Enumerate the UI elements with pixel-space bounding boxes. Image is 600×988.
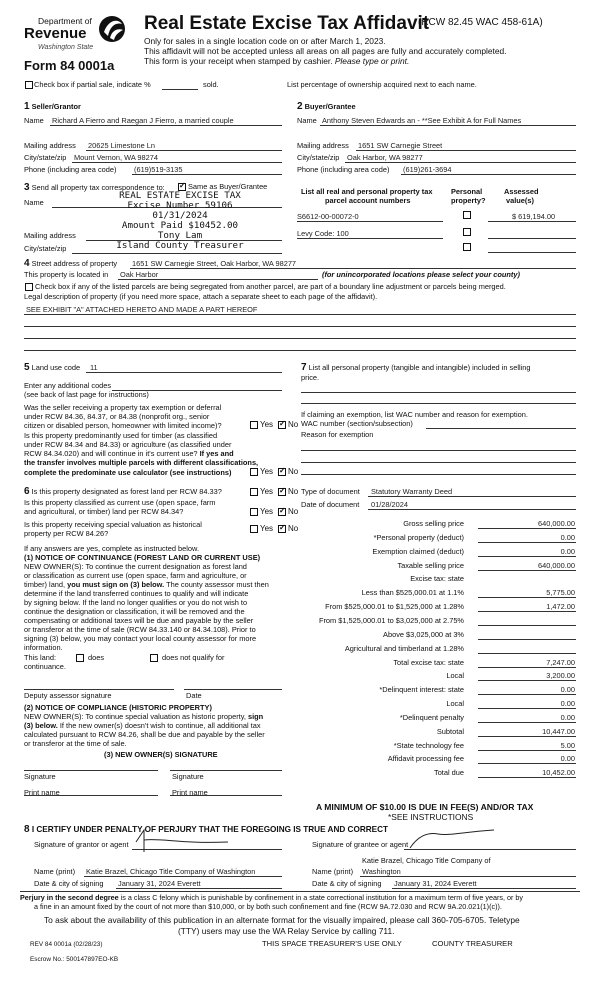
notice-continuance-7: compensating or additional taxes will be due and payable by the seller: [24, 616, 254, 625]
buyer-phone-label: Phone (including area code): [297, 165, 390, 174]
assessed-line-1: [488, 221, 576, 222]
q-historic-no-checkbox[interactable]: [278, 525, 286, 533]
doc-date-value[interactable]: 01/28/2024: [371, 500, 408, 509]
q-current-use-no-checkbox[interactable]: [278, 508, 286, 516]
q-exemption-yes-label: Yes: [260, 420, 274, 429]
ownership-note: List percentage of ownership acquired next to each name.: [287, 80, 477, 89]
seller-phone-label: Phone (including area code): [24, 165, 117, 174]
logo-state-text: Washington State: [38, 44, 94, 51]
q-exemption-no-label: No: [288, 420, 299, 429]
tax-row-line: [478, 750, 576, 751]
tax-row-line: [478, 639, 576, 640]
buyer-mail-label: Mailing address: [297, 141, 349, 150]
wa-swoosh-icon: [98, 14, 126, 44]
located-in-label: This property is located in: [24, 270, 109, 279]
tax-row-line: [478, 556, 576, 557]
tax-row-line: [478, 597, 576, 598]
q-current-use-1: Is this property classified as current use (open space, farm: [24, 498, 216, 507]
tax-row-line: [478, 708, 576, 709]
seller-name-label: Name: [24, 116, 44, 125]
notice-compliance-heading: (2) NOTICE OF COMPLIANCE (HISTORIC PROPERTY): [24, 703, 212, 712]
form-rcw: (RCW 82.45 WAC 458-61A): [418, 17, 543, 28]
seller-heading: 1 Seller/Grantor: [24, 101, 81, 112]
notice-continuance-5: by signing below. If the land no longer qualifies or you do not wish to: [24, 598, 248, 607]
land-use-label: 5 Land use code: [24, 362, 81, 373]
seller-phone-value[interactable]: (619)519-3135: [134, 165, 183, 174]
land-does-not-checkbox[interactable]: [150, 654, 158, 662]
wac-number-line[interactable]: [426, 428, 576, 429]
escrow-number: Escrow No.: 500147897EO-KB: [30, 956, 119, 963]
notice-continuance-9: signing (3) below, you may contact your local county assessor for more: [24, 634, 257, 643]
tax-row-line: [478, 625, 576, 626]
seller-city-value[interactable]: Mount Vernon, WA 98274: [74, 153, 158, 162]
tax-row-label: From $525,000.01 to $1,525,000 at 1.28%: [325, 602, 464, 611]
tax-row-value[interactable]: 10,452.00: [542, 768, 575, 777]
exemption-reason-line-2[interactable]: [301, 462, 576, 463]
segregated-label: Check box if any of the listed parcels are being segregated from another parcel, are part of a boundary line adjustment or parcels being merged.: [35, 282, 506, 291]
tax-row-value[interactable]: 0.00: [560, 685, 575, 694]
q-timber-1: Is this property predominantly used for timber (as classified: [24, 431, 218, 440]
grantor-signature-mark: [132, 826, 232, 854]
exemption-reason-line-3[interactable]: [301, 474, 576, 475]
see-instructions-note: *SEE INSTRUCTIONS: [388, 812, 474, 822]
notice-continuance-6: continue the designation or classification, it will be removed and the: [24, 607, 245, 616]
buyer-city-line: [345, 162, 576, 163]
street-address-value[interactable]: 1651 SW Carnegie Street, Oak Harbor, WA 98277: [132, 259, 297, 268]
tax-row-label: Less than $525,000.01 at 1.1%: [361, 588, 464, 597]
parcel-line-1: [297, 221, 443, 222]
notice-continuance-3: timber) land, you must sign on (3) below. The county assessor must then: [24, 580, 269, 589]
header-line-3: This form is your receipt when stamped by cashier. Please type or print.: [144, 56, 410, 66]
segregated-checkbox[interactable]: [25, 283, 33, 291]
stamp-line-4: Amount Paid $10452.00: [121, 219, 239, 231]
grantor-date-value[interactable]: January 31, 2024 Everett: [118, 879, 201, 888]
q-current-use-no-label: No: [288, 507, 299, 516]
q-current-use-yes-label: Yes: [260, 507, 274, 516]
owner-signature-label-2: Signature: [172, 772, 204, 781]
seller-city-label: City/state/zip: [24, 153, 67, 162]
tax-row-line: [478, 694, 576, 695]
partial-sold-label: sold.: [203, 80, 219, 89]
q-historic-1: Is this property receiving special valuation as historical: [24, 520, 202, 529]
grantor-name-value[interactable]: Katie Brazel, Chicago Title Company of Washington: [86, 867, 256, 876]
q-historic-yes-checkbox[interactable]: [250, 525, 258, 533]
q-current-use-2: and agricultural, or timber) land per RCW 84.34?: [24, 507, 184, 516]
buyer-mail-value[interactable]: 1651 SW Carnegie Street: [358, 141, 443, 150]
seller-city-line: [72, 162, 282, 163]
tax-row-label: Total due: [434, 768, 464, 777]
new-owner-signature-heading: (3) NEW OWNER(S) SIGNATURE: [104, 750, 218, 759]
treasurer-use-label: THIS SPACE TREASURER'S USE ONLY: [262, 939, 402, 948]
q-historic-no-label: No: [288, 524, 299, 533]
land-does-not-label: does not qualify for: [162, 653, 225, 662]
q-forest-yes-checkbox[interactable]: [250, 488, 258, 496]
q-timber-no-label: No: [288, 467, 299, 476]
tax-row-label: *Delinquent interest: state: [379, 685, 464, 694]
s3-city-line[interactable]: [72, 253, 282, 254]
tax-row-label: Total excise tax: state: [393, 658, 464, 667]
notice-continuance-4: determine if the land transferred continues to qualify and will indicate: [24, 589, 249, 598]
notice-continuance-1: NEW OWNER(S): To continue the current designation as forest land: [24, 562, 247, 571]
notice-continuance-8: or transferor at the time of sale (RCW 84.33.140 or 84.34.108). Prior to: [24, 625, 256, 634]
land-does-checkbox[interactable]: [76, 654, 84, 662]
s3-mail-label: Mailing address: [24, 231, 76, 240]
personal-property-line-1[interactable]: [301, 392, 576, 393]
partial-sale-checkbox[interactable]: [25, 81, 33, 89]
tax-row-value[interactable]: 1,472.00: [546, 602, 575, 611]
q-timber-4: the transfer involves multiple parcels with different classifications,: [24, 458, 259, 467]
grantor-name-label: Name (print): [34, 867, 76, 876]
buyer-mail-line: [356, 150, 576, 151]
notice-continuance-10: information.: [24, 643, 63, 652]
same-as-buyer-label: Same as Buyer/Grantee: [188, 182, 268, 191]
certify-heading: 8 I CERTIFY UNDER PENALTY OF PERJURY THAT THE FOREGOING IS TRUE AND CORRECT: [24, 824, 389, 835]
tax-row-line: [478, 653, 576, 654]
notice-compliance-1: NEW OWNER(S): To continue special valuation as historic property, sign: [24, 712, 264, 721]
tax-row-value[interactable]: 640,000.00: [538, 561, 575, 570]
doc-type-line: [368, 496, 576, 497]
tax-row-label: Local: [446, 699, 464, 708]
seller-name-value[interactable]: Richard A Fierro and Raegan J Fierro, a married couple: [52, 116, 234, 125]
notice-compliance-4: or transferor at the time of sale.: [24, 739, 127, 748]
tax-row-label: From $1,525,000.01 to $3,025,000 at 2.75%: [318, 616, 464, 625]
tax-row-line: [478, 611, 576, 612]
buyer-name-line: [320, 125, 576, 126]
logo-dept-text: Department of: [38, 16, 92, 26]
tax-row-value[interactable]: 7,247.00: [546, 658, 575, 667]
tax-row-line: [478, 528, 576, 529]
perjury-line-2: a fine in an amount fixed by the court of not more than $10,000, or by both such confinement and fine (RCW 9A.72.030 and RCW 9A.20.021(1)(c)).: [34, 902, 502, 911]
grantee-date-label: Date & city of signing: [312, 879, 382, 888]
legal-line-1: [24, 314, 576, 315]
q-forest-no-label: No: [288, 487, 299, 496]
personal-property-label: 7 List all personal property (tangible and intangible) included in selling: [301, 362, 531, 373]
buyer-phone-value[interactable]: (619)261-3694: [403, 165, 452, 174]
alt-format-line-2: (TTY) users may use the WA Relay Service by calling 711.: [178, 926, 395, 936]
buyer-heading: 2 Buyer/Grantee: [297, 101, 356, 112]
notice-compliance-2: (3) below. If the new owner(s) doesn't wish to continue, all additional tax: [24, 721, 261, 730]
grantee-date-value[interactable]: January 31, 2024 Everett: [394, 879, 477, 888]
legal-line-2: [24, 326, 576, 327]
tax-row-value[interactable]: 640,000.00: [538, 519, 575, 528]
tax-row-label: *Delinquent penalty: [399, 713, 464, 722]
q-historic-yes-label: Yes: [260, 524, 274, 533]
form-number: Form 84 0001a: [24, 58, 115, 73]
personal-property-label-2: price.: [301, 373, 320, 382]
land-use-line: [86, 372, 282, 373]
personal-checkbox-2[interactable]: [463, 228, 471, 236]
tax-row-line: [478, 570, 576, 571]
personal-checkbox-1[interactable]: [463, 211, 471, 219]
deputy-signature-line[interactable]: [24, 689, 174, 690]
tax-row-value[interactable]: 0.00: [560, 699, 575, 708]
notice-compliance-3: calculated pursuant to RCW 84.26, shall be due and payable by the seller: [24, 730, 265, 739]
land-does-label: does: [88, 653, 105, 662]
exemption-label: If claiming an exemption, list WAC number and reason for exemption.: [301, 410, 528, 419]
q-forest-no-checkbox[interactable]: [278, 488, 286, 496]
s3-name-label: Name: [24, 198, 44, 207]
continuance-label: continuance.: [24, 662, 66, 671]
tax-row-label: Agricultural and timberland at 1.28%: [344, 644, 464, 653]
assessed-header-2: value(s): [506, 196, 534, 205]
q-exemption-no-checkbox[interactable]: [278, 421, 286, 429]
tax-row-label: *Personal property (deduct): [373, 533, 464, 542]
tax-row-value[interactable]: 0.00: [560, 713, 575, 722]
alt-format-line-1: To ask about the availability of this publication in an alternate format for the visually impaired, please call 360-705-6705. Teletype: [44, 915, 520, 925]
q-exemption-yes-checkbox[interactable]: [250, 421, 258, 429]
tax-row-value[interactable]: 5.00: [560, 741, 575, 750]
stamp-line-6: Island County Treasurer: [116, 239, 244, 251]
tax-row-label: Gross selling price: [403, 519, 464, 528]
tax-row-label: Exemption claimed (deduct): [372, 547, 464, 556]
grantee-signature-label: Signature of grantee or agent: [312, 840, 409, 849]
q-historic-2: property per RCW 84.26?: [24, 529, 109, 538]
q-exemption-1: Was the seller receiving a property tax exemption or deferral: [24, 403, 222, 412]
header-line-2: This affidavit will not be accepted unless all areas on all pages are fully and accurately completed.: [144, 46, 507, 56]
this-land-label: This land:: [24, 653, 57, 662]
any-yes-note: If any answers are yes, complete as instructed below.: [24, 544, 199, 553]
notice-continuance-2: or classification as current use (open space, farm and agriculture, or: [24, 571, 247, 580]
tax-row-value[interactable]: 0.00: [560, 533, 575, 542]
q-timber-yes-checkbox[interactable]: [250, 468, 258, 476]
doc-type-label: Type of document: [301, 487, 360, 496]
deputy-date-line[interactable]: [184, 689, 282, 690]
owner-signature-line-2[interactable]: [170, 770, 282, 771]
unincorporated-note: (for unincorporated locations please select your county): [322, 270, 520, 279]
seller-phone-line: [132, 174, 282, 175]
grantor-date-line: [116, 888, 282, 889]
owner-signature-label-1: Signature: [24, 772, 56, 781]
deputy-date-label: Date: [186, 691, 202, 700]
grantor-date-label: Date & city of signing: [34, 879, 104, 888]
tax-row-label: Subtotal: [436, 727, 464, 736]
revision-label: REV 84 0001a (02/28/23): [30, 941, 103, 948]
perjury-line-1: Perjury in the second degree is a class C felony which is punishable by confinement in a state correctional institution for a maximum term of five years, or by: [20, 893, 523, 902]
stamp-line-5: Tony Lam: [157, 229, 203, 241]
located-in-value[interactable]: Oak Harbor: [120, 270, 159, 279]
land-use-value[interactable]: 11: [90, 363, 98, 372]
stamp-line-1: REAL ESTATE EXCISE TAX: [119, 190, 241, 201]
tax-row-label: Taxable selling price: [397, 561, 464, 570]
q-forest-label: 6 Is this property designated as forest land per RCW 84.33?: [24, 486, 222, 497]
levy-code[interactable]: Levy Code: 100: [297, 229, 349, 238]
q-timber-2: under RCW 84.34 and 84.33) or agriculture (as classified under: [24, 440, 232, 449]
section-3-heading: 3 Send all property tax correspondence to:: [24, 182, 165, 193]
owner-print-label-1: Print name: [24, 788, 60, 797]
minimum-fee-note: A MINIMUM OF $10.00 IS DUE IN FEE(S) AND/OR TAX: [316, 802, 534, 812]
legal-line-4: [24, 350, 576, 351]
personal-property-line-2[interactable]: [301, 403, 576, 404]
tax-row-value[interactable]: 5,775.00: [546, 588, 575, 597]
deputy-signature-label: Deputy assessor signature: [24, 691, 112, 700]
parcel-line-2: [297, 238, 443, 239]
seller-mail-label: Mailing address: [24, 141, 76, 150]
tax-row-label: Excise tax: state: [410, 574, 464, 583]
parcel-number-1[interactable]: S6612-00-00072-0: [297, 212, 359, 221]
partial-percent-line[interactable]: [162, 89, 198, 90]
assessed-header-1: Assessed: [504, 187, 539, 196]
tax-row-label: Local: [446, 671, 464, 680]
buyer-name-value[interactable]: Anthony Steven Edwards an - **See Exhibit A for Full Names: [322, 116, 522, 125]
tax-row-value[interactable]: 0.00: [560, 754, 575, 763]
footer-divider: [20, 891, 580, 892]
q-timber-3: RCW 84.34.020) and will continue in it's current use? If yes and: [24, 449, 234, 458]
grantee-name-value[interactable]: Washington: [362, 867, 401, 876]
wac-number-label: WAC number (section/subsection): [301, 419, 413, 428]
owner-signature-line-1[interactable]: [24, 770, 158, 771]
assessed-line-2: [488, 238, 576, 239]
buyer-city-label: City/state/zip: [297, 153, 340, 162]
doc-type-value[interactable]: Statutory Warranty Deed: [371, 487, 453, 496]
personal-header-1: Personal: [451, 187, 483, 196]
q-exemption-2: under RCW 84.36, 84.37, or 84.38 (nonprofit org., senior: [24, 412, 210, 421]
tax-row-line: [478, 763, 576, 764]
logo-revenue-text: Revenue: [24, 25, 87, 42]
grantee-signature-mark: [408, 826, 498, 854]
treasurer-stamp: [92, 191, 268, 251]
grantor-name-line: [84, 876, 282, 877]
grantor-signature-label: Signature of grantor or agent: [34, 840, 129, 849]
exemption-reason-line-1[interactable]: [301, 450, 576, 451]
assessed-value-1[interactable]: $ 619,194.00: [512, 212, 556, 221]
stamp-line-2: Excise Number 59106: [127, 199, 233, 211]
seller-name-line: [50, 125, 282, 126]
q-forest-yes-label: Yes: [260, 487, 274, 496]
doc-date-line: [368, 509, 576, 510]
personal-checkbox-3[interactable]: [463, 243, 471, 251]
buyer-name-label: Name: [297, 116, 317, 125]
tax-row-line: [478, 736, 576, 737]
q-timber-5: complete the predominate use calculator (see instructions): [24, 468, 232, 477]
additional-codes-label: Enter any additional codes: [24, 381, 112, 390]
tax-row-value[interactable]: 10,447.00: [542, 727, 575, 736]
located-in-line: [118, 279, 318, 280]
doc-date-label: Date of document: [301, 500, 360, 509]
notice-continuance-heading: (1) NOTICE OF CONTINUANCE (FOREST LAND OR CURRENT USE): [24, 553, 261, 562]
tax-row-line: [478, 667, 576, 668]
header-line-1: Only for sales in a single location code on or after March 1, 2023.: [144, 36, 386, 46]
legal-description-value[interactable]: SEE EXHIBIT "A" ATTACHED HERETO AND MADE A PART HEREOF: [26, 305, 258, 314]
grantee-date-line: [392, 888, 576, 889]
tax-row-line: [478, 722, 576, 723]
tax-row-value[interactable]: 0.00: [560, 547, 575, 556]
tax-row-line: [478, 680, 576, 681]
q-current-use-yes-checkbox[interactable]: [250, 508, 258, 516]
dor-logo: [22, 14, 128, 58]
q-timber-yes-label: Yes: [260, 467, 274, 476]
form-title: Real Estate Excise Tax Affidavit: [144, 13, 430, 34]
exemption-reason-label: Reason for exemption: [301, 430, 374, 439]
buyer-phone-line: [401, 174, 576, 175]
tax-row-label: Above $3,025,000 at 3%: [383, 630, 464, 639]
tax-row-label: *State technology fee: [393, 741, 464, 750]
seller-mail-value[interactable]: 20625 Limestone Ln: [88, 141, 155, 150]
assessed-line-3: [488, 252, 576, 253]
legal-description-label: Legal description of property (if you need more space, attach a separate sheet to each page of the affidavit).: [24, 292, 378, 301]
parcel-header-1: List all real and personal property tax: [301, 187, 433, 196]
grantee-name-label: Name (print): [312, 867, 354, 876]
additional-codes-note: (see back of last page for instructions): [24, 390, 149, 399]
county-treasurer-label: COUNTY TREASURER: [432, 939, 513, 948]
parcel-header-2: parcel account numbers: [325, 196, 411, 205]
street-address-line: [130, 268, 576, 269]
tax-row-value[interactable]: 3,200.00: [546, 671, 575, 680]
grantee-name-a[interactable]: Katie Brazel, Chicago Title Company of: [362, 856, 491, 865]
seller-mail-line: [86, 150, 282, 151]
tax-row-line: [478, 542, 576, 543]
street-address-label: 4 Street address of property: [24, 258, 118, 269]
partial-sale-label: Check box if partial sale, indicate %: [34, 80, 151, 89]
q-timber-no-checkbox[interactable]: [278, 468, 286, 476]
q-exemption-3: citizen or disabled person, homeowner with limited income)?: [24, 421, 222, 430]
personal-header-2: property?: [451, 196, 486, 205]
tax-row-line: [478, 777, 576, 778]
owner-print-label-2: Print name: [172, 788, 208, 797]
stamp-line-3: 01/31/2024: [152, 209, 208, 221]
tax-row-label: Affidavit processing fee: [387, 754, 464, 763]
legal-line-3: [24, 338, 576, 339]
buyer-city-value[interactable]: Oak Harbor, WA 98277: [347, 153, 423, 162]
grantee-name-line: [360, 876, 576, 877]
s3-city-label: City/state/zip: [24, 244, 67, 253]
